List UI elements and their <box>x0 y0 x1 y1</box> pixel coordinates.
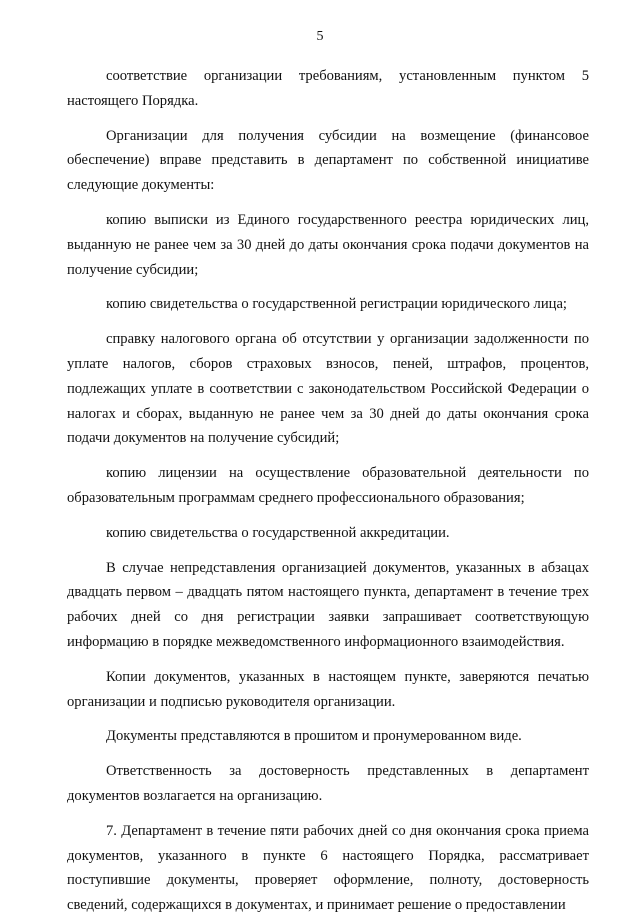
document-body <box>67 64 589 918</box>
paragraph-document-certification: Копии документов, указанных в настоящем пункте, заверяются печатью организации и подписью руководителя организации. <box>67 668 589 710</box>
paragraph-registration-certificate: копию свидетельства о государственной регистрации юридического лица; <box>106 296 567 313</box>
paragraph-interagency-request: В случае непредставления организацией документов, указанных в абзацах двадцать первом – двадцать пятом настоящего пункта, департамент в течение трех рабочих дней со дня регистрации заявки запрашивает соответствующую информацию в порядке межведомственного информационного взаимодействия. <box>67 559 589 650</box>
paragraph-education-license: копию лицензии на осуществление образовательной деятельности по образовательным программам среднего профессионального образования; <box>67 465 589 506</box>
paragraph-accreditation-certificate: копию свидетельства о государственной аккредитации. <box>106 524 450 541</box>
paragraph-requirements-continuation: соответствие организации требованиям, установленным пунктом 5 настоящего Порядка. <box>67 68 589 109</box>
paragraph-responsibility: Ответственность за достоверность представленных в департамент документов возлагается на организацию. <box>67 763 589 804</box>
paragraph-bound-numbered: Документы представляются в прошитом и пронумерованном виде. <box>106 728 522 745</box>
paragraph-optional-documents-intro: Организации для получения субсидии на возмещение (финансовое обеспечение) вправе представить в департамент по собственной инициативе следующие документы: <box>67 127 589 194</box>
paragraph-tax-certificate: справку налогового органа об отсутствии у организации задолженности по уплате налогов, сборов страховых взносов, пеней, штрафов, процентов, подлежащих уплате в соответствии с законодательством Российской Федерации о налогах и сборах, выданную не ранее чем за 30 дней до даты окончания срока подачи документов на получение субсидий; <box>67 331 589 447</box>
page-number: 5 <box>316 29 324 44</box>
paragraph-registry-extract: копию выписки из Единого государственного реестра юридических лиц, выданную не ранее чем за 30 дней до даты окончания срока подачи документов на получение субсидии; <box>67 211 589 278</box>
paragraph-point-7: 7. Департамент в течение пяти рабочих дней со дня окончания срока приема документов, указанного в пункте 6 настоящего Порядка, рассматривает поступившие документы, проверяет оформление, полноту, достоверность сведений, содержащихся в документах, и принимает решение о предоставлении <box>67 822 589 914</box>
